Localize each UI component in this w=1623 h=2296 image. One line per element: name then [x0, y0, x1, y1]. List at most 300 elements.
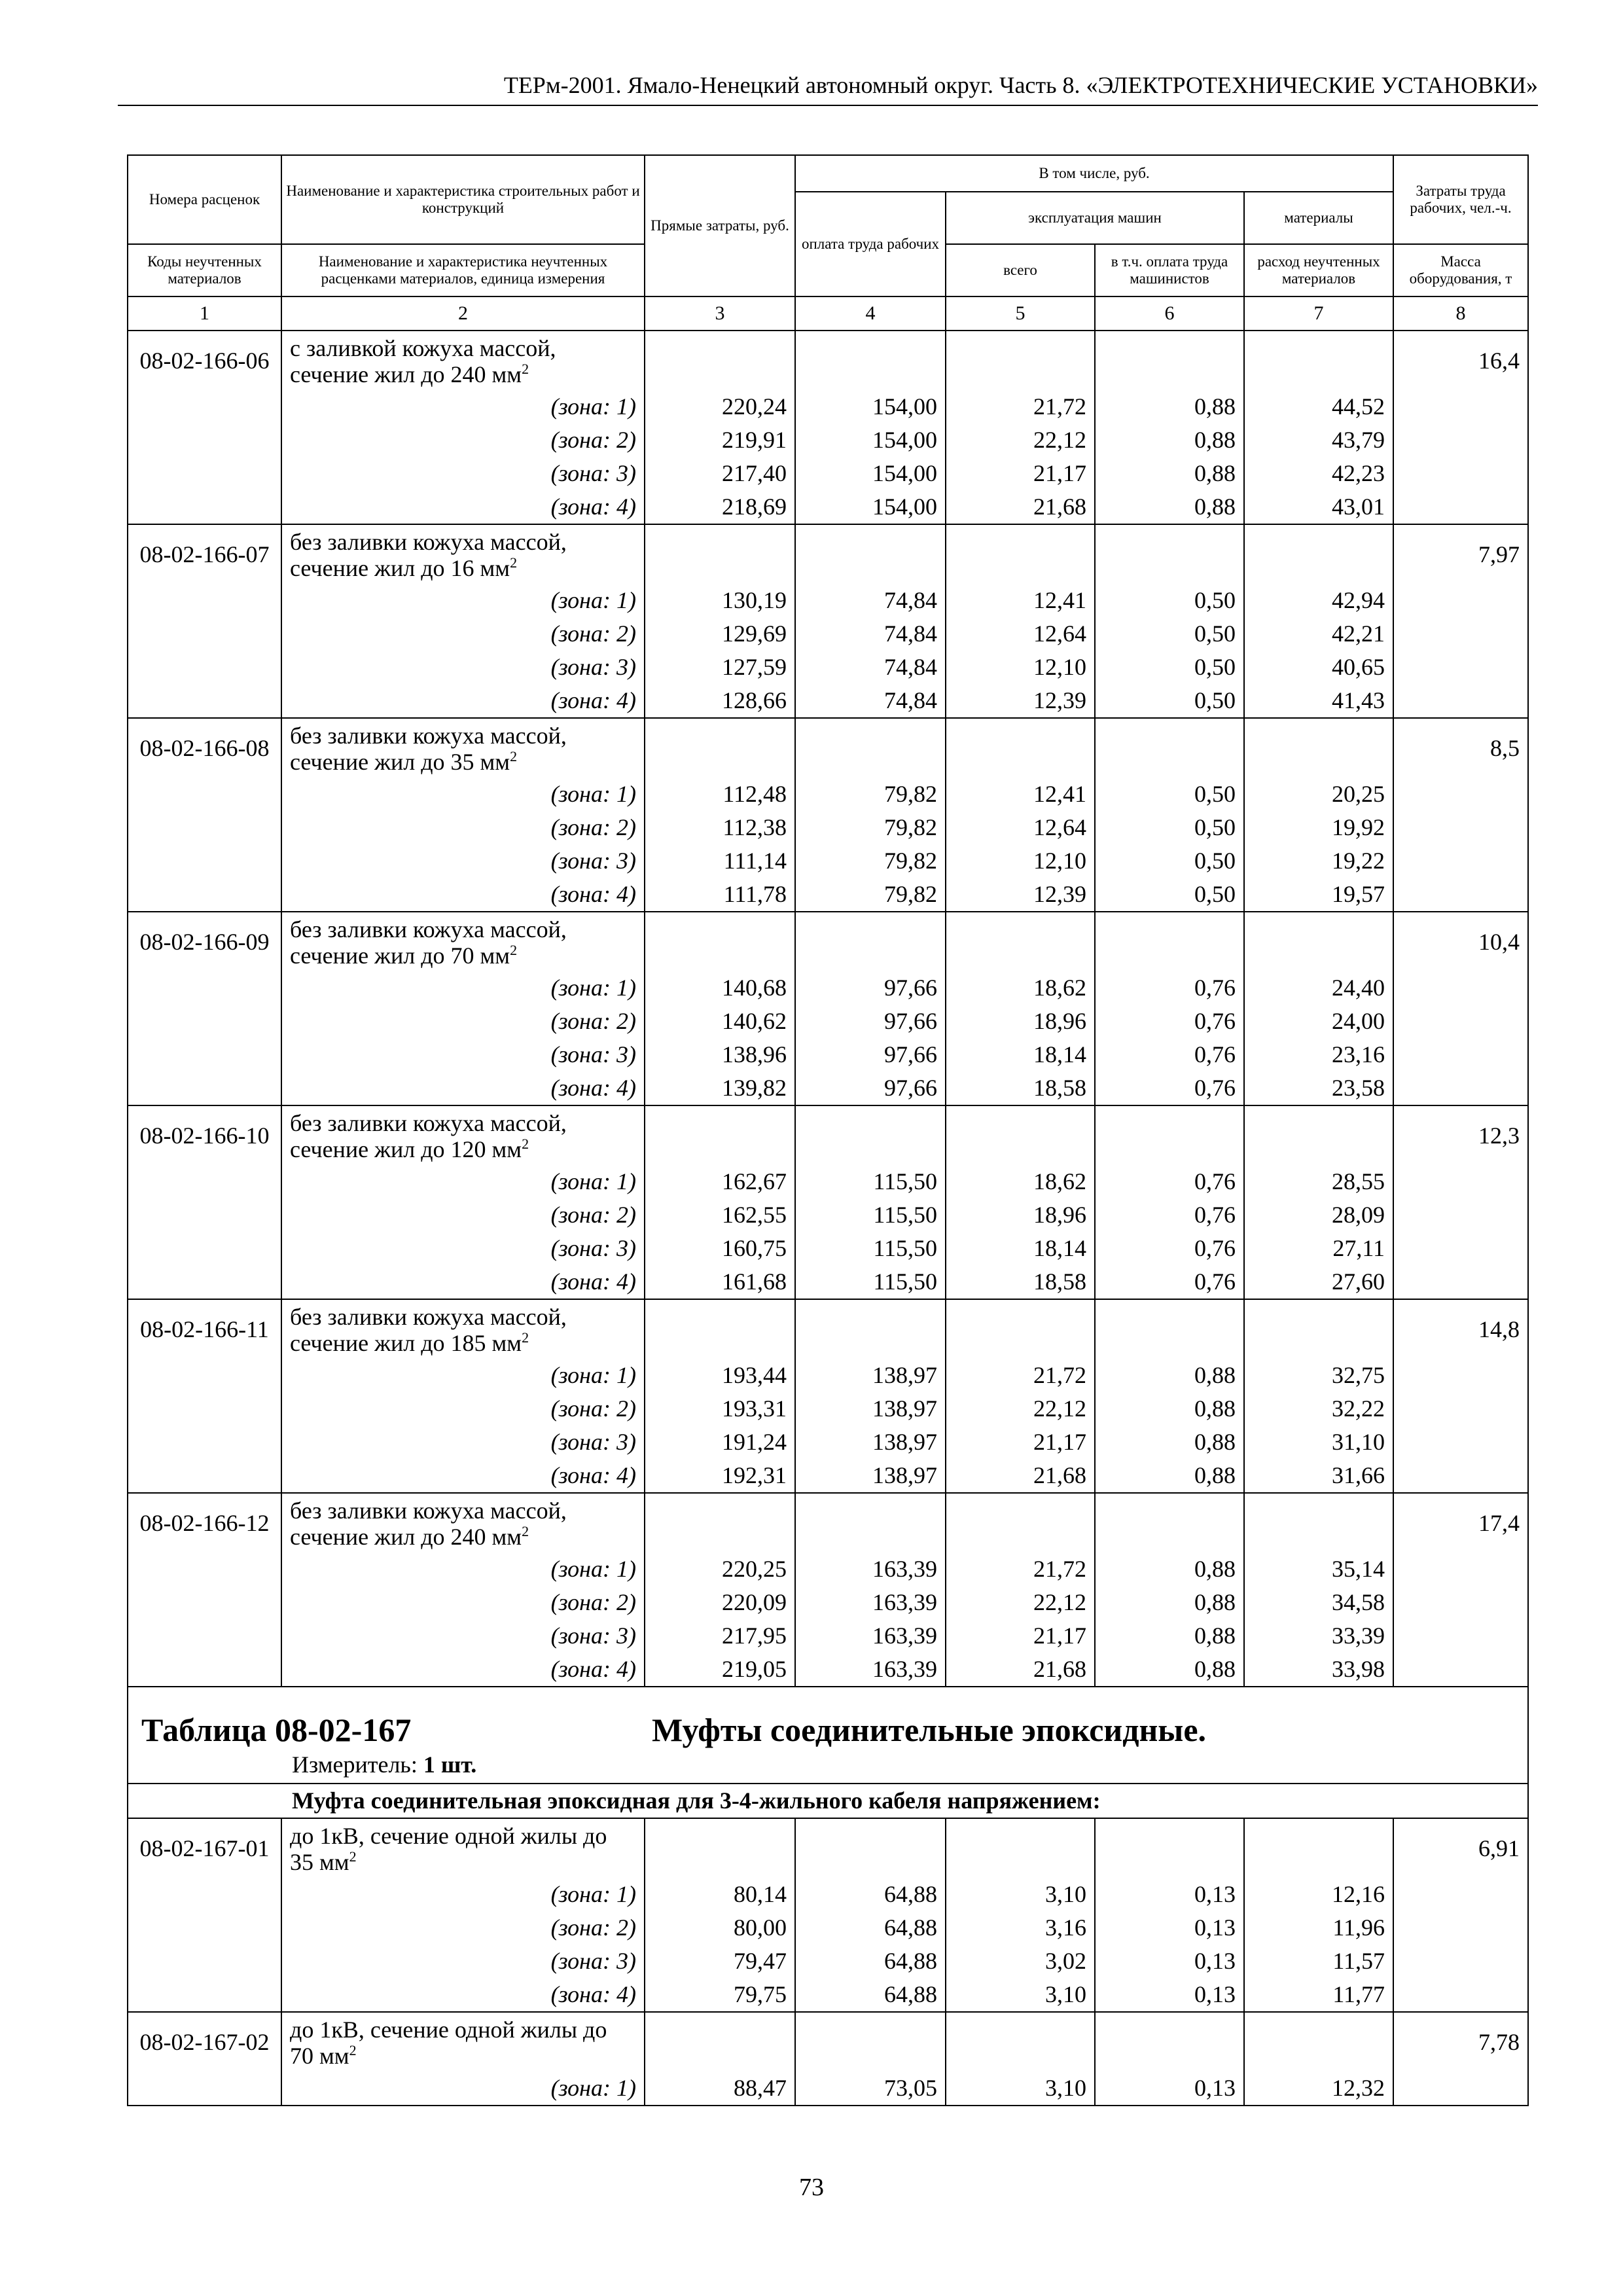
machines-operators-value: 0,13 [1095, 1945, 1244, 1978]
materials-value: 11,96 [1244, 1911, 1393, 1945]
labor-pay-value: 154,00 [795, 457, 946, 490]
direct-costs-value: 80,14 [645, 1878, 795, 1911]
materials-value: 19,92 [1244, 811, 1393, 844]
empty-cell [128, 617, 281, 651]
zone-row [128, 844, 1528, 878]
direct-costs-value: 127,59 [645, 651, 795, 684]
zone-row [128, 778, 1528, 811]
labor-pay-value: 163,39 [795, 1619, 946, 1653]
empty-cell [1393, 1038, 1528, 1071]
measure-line [141, 1750, 1514, 1779]
labor-pay-value: 97,66 [795, 971, 946, 1005]
direct-costs-value: 140,62 [645, 1005, 795, 1038]
direct-costs-value: 220,24 [645, 390, 795, 423]
machines-operators-value: 0,13 [1095, 2072, 1244, 2106]
unit-text: мм [491, 1136, 522, 1162]
empty-cell [1244, 2012, 1393, 2072]
direct-costs-value: 219,05 [645, 1653, 795, 1687]
empty-cell [1393, 1459, 1528, 1493]
table-title: Таблица 08-02-167 [141, 1712, 412, 1748]
rates-table [127, 154, 1529, 2106]
rate-description [281, 331, 645, 390]
column-numbers-row [128, 296, 1528, 331]
labor-pay-value: 115,50 [795, 1265, 946, 1299]
machines-operators-value: 0,76 [1095, 1198, 1244, 1232]
empty-cell [1244, 524, 1393, 584]
empty-cell [1095, 2012, 1244, 2072]
machines-total-value: 3,10 [946, 1978, 1095, 2012]
machines-total-value: 18,58 [946, 1265, 1095, 1299]
unit-exponent: 2 [510, 748, 518, 764]
rate-header-row [128, 1105, 1528, 1165]
machines-operators-value: 0,88 [1095, 1359, 1244, 1392]
labor-pay-value: 163,39 [795, 1653, 946, 1687]
empty-cell [946, 524, 1095, 584]
empty-cell [1095, 1818, 1244, 1878]
empty-cell [1393, 811, 1528, 844]
materials-value: 20,25 [1244, 778, 1393, 811]
direct-costs-value: 191,24 [645, 1426, 795, 1459]
machines-operators-value: 0,88 [1095, 490, 1244, 524]
zone-label: (зона: 3) [281, 651, 645, 684]
direct-costs-value: 88,47 [645, 2072, 795, 2106]
materials-value: 11,77 [1244, 1978, 1393, 2012]
empty-cell [1393, 651, 1528, 684]
zone-label: (зона: 2) [281, 1586, 645, 1619]
unit-exponent: 2 [349, 1848, 357, 1865]
unit-exponent: 2 [522, 361, 529, 377]
empty-cell [128, 1653, 281, 1687]
zone-label: (зона: 3) [281, 1426, 645, 1459]
labor-pay-value: 115,50 [795, 1165, 946, 1198]
zone-label: (зона: 2) [281, 1005, 645, 1038]
rate-code: 08-02-167-01 [128, 1818, 281, 1878]
rate-description-text: без заливки кожуха массой, сечение жил до 185 [290, 1304, 567, 1356]
rate-code: 08-02-166-10 [128, 1105, 281, 1165]
labor-pay-value: 64,88 [795, 1945, 946, 1978]
rate-description-text: без заливки кожуха массой, сечение жил до 70 [290, 916, 567, 969]
zone-row [128, 971, 1528, 1005]
zone-label: (зона: 3) [281, 1945, 645, 1978]
empty-cell [128, 1005, 281, 1038]
measure-value: 1 шт. [423, 1751, 477, 1778]
zone-label: (зона: 4) [281, 1978, 645, 2012]
rate-description-text: без заливки кожуха массой, сечение жил до 35 [290, 723, 567, 775]
materials-value: 12,32 [1244, 2072, 1393, 2106]
direct-costs-value: 162,67 [645, 1165, 795, 1198]
labor-pay-value: 163,39 [795, 1586, 946, 1619]
empty-cell [128, 1459, 281, 1493]
empty-cell [645, 1493, 795, 1552]
direct-costs-value: 220,09 [645, 1586, 795, 1619]
direct-costs-value: 112,48 [645, 778, 795, 811]
machines-total-value: 18,62 [946, 1165, 1095, 1198]
rate-description-text: с заливкой кожуха массой, сечение жил до 240 [290, 335, 556, 387]
unit-exponent: 2 [510, 942, 518, 958]
empty-cell [128, 651, 281, 684]
rate-description [281, 912, 645, 971]
zone-label: (зона: 1) [281, 1359, 645, 1392]
table-body-08-02-166 [128, 331, 1528, 1687]
zone-label: (зона: 4) [281, 1653, 645, 1687]
unit-exponent: 2 [522, 1136, 529, 1152]
column-number: 4 [795, 296, 946, 331]
rate-header-row [128, 1299, 1528, 1359]
machines-total-value: 21,17 [946, 1619, 1095, 1653]
empty-cell [128, 1552, 281, 1586]
labor-costs-value: 17,4 [1393, 1493, 1528, 1552]
empty-cell [1393, 684, 1528, 718]
zone-row [128, 1978, 1528, 2012]
zone-row [128, 1552, 1528, 1586]
empty-cell [128, 1426, 281, 1459]
labor-pay-value: 115,50 [795, 1232, 946, 1265]
col-name-header: Наименование и характеристика строительных работ и конструкций [281, 155, 645, 244]
unit-exponent: 2 [522, 1329, 529, 1346]
empty-cell [128, 584, 281, 617]
materials-value: 40,65 [1244, 651, 1393, 684]
machines-operators-value: 0,50 [1095, 811, 1244, 844]
direct-costs-value: 161,68 [645, 1265, 795, 1299]
empty-cell [1393, 971, 1528, 1005]
empty-cell [1393, 1265, 1528, 1299]
zone-label: (зона: 2) [281, 1198, 645, 1232]
table-name: Муфты соединительные эпоксидные. [652, 1712, 1207, 1748]
machines-total-value: 3,02 [946, 1945, 1095, 1978]
labor-pay-value: 138,97 [795, 1426, 946, 1459]
empty-cell [1095, 1299, 1244, 1359]
empty-cell [1393, 490, 1528, 524]
empty-cell [1393, 1392, 1528, 1426]
unit-text: мм [319, 2043, 349, 2069]
empty-cell [1393, 1653, 1528, 1687]
empty-cell [128, 1945, 281, 1978]
machines-operators-value: 0,13 [1095, 1878, 1244, 1911]
machines-total-value: 12,10 [946, 844, 1095, 878]
materials-value: 31,66 [1244, 1459, 1393, 1493]
empty-cell [1393, 2072, 1528, 2106]
empty-cell [1393, 1359, 1528, 1392]
zone-row [128, 1198, 1528, 1232]
zone-row [128, 1586, 1528, 1619]
zone-row [128, 490, 1528, 524]
zone-label: (зона: 4) [281, 490, 645, 524]
labor-pay-value: 79,82 [795, 778, 946, 811]
rate-description [281, 1818, 645, 1878]
rate-code: 08-02-166-12 [128, 1493, 281, 1552]
direct-costs-value: 138,96 [645, 1038, 795, 1071]
zone-label: (зона: 3) [281, 844, 645, 878]
empty-cell [1393, 778, 1528, 811]
empty-cell [1393, 1619, 1528, 1653]
empty-cell [128, 490, 281, 524]
zone-label: (зона: 2) [281, 617, 645, 651]
machines-operators-value: 0,50 [1095, 651, 1244, 684]
rate-description [281, 1299, 645, 1359]
empty-cell [128, 1359, 281, 1392]
machines-total-value: 21,72 [946, 1552, 1095, 1586]
empty-cell [1095, 1105, 1244, 1165]
zone-row [128, 1653, 1528, 1687]
zone-label: (зона: 1) [281, 584, 645, 617]
empty-cell [1244, 718, 1393, 778]
empty-cell [795, 912, 946, 971]
labor-pay-value: 74,84 [795, 617, 946, 651]
machines-total-value: 3,16 [946, 1911, 1095, 1945]
rate-description-text: без заливки кожуха массой, сечение жил до 120 [290, 1110, 567, 1162]
machines-operators-value: 0,76 [1095, 1165, 1244, 1198]
machines-operators-value: 0,76 [1095, 1265, 1244, 1299]
machines-total-value: 12,10 [946, 651, 1095, 684]
direct-costs-value: 160,75 [645, 1232, 795, 1265]
rate-description [281, 524, 645, 584]
materials-value: 35,14 [1244, 1552, 1393, 1586]
empty-cell [1393, 1165, 1528, 1198]
col-machines-total-header: всего [946, 244, 1095, 296]
labor-pay-value: 97,66 [795, 1038, 946, 1071]
machines-operators-value: 0,50 [1095, 778, 1244, 811]
rate-header-row [128, 718, 1528, 778]
col-codes-materials-header: Коды неучтенных материалов [128, 244, 281, 296]
empty-cell [1393, 1232, 1528, 1265]
zone-row [128, 811, 1528, 844]
rate-description-text: без заливки кожуха массой, сечение жил до 16 [290, 529, 567, 581]
zone-label: (зона: 3) [281, 457, 645, 490]
labor-costs-value: 8,5 [1393, 718, 1528, 778]
empty-cell [946, 331, 1095, 390]
empty-cell [1393, 617, 1528, 651]
empty-cell [1393, 1005, 1528, 1038]
rate-header-row [128, 2012, 1528, 2072]
labor-costs-value: 14,8 [1393, 1299, 1528, 1359]
rate-code: 08-02-166-06 [128, 331, 281, 390]
machines-operators-value: 0,76 [1095, 1071, 1244, 1105]
unit-text: мм [491, 1330, 522, 1356]
zone-label: (зона: 2) [281, 423, 645, 457]
empty-cell [128, 971, 281, 1005]
empty-cell [946, 912, 1095, 971]
materials-value: 19,22 [1244, 844, 1393, 878]
empty-cell [1393, 390, 1528, 423]
zone-label: (зона: 3) [281, 1232, 645, 1265]
empty-cell [1244, 1818, 1393, 1878]
direct-costs-value: 193,44 [645, 1359, 795, 1392]
zone-label: (зона: 4) [281, 1459, 645, 1493]
labor-pay-value: 97,66 [795, 1005, 946, 1038]
machines-operators-value: 0,88 [1095, 1619, 1244, 1653]
zone-row [128, 1911, 1528, 1945]
empty-cell [1095, 718, 1244, 778]
machines-total-value: 18,62 [946, 971, 1095, 1005]
labor-pay-value: 74,84 [795, 684, 946, 718]
materials-value: 34,58 [1244, 1586, 1393, 1619]
direct-costs-value: 217,40 [645, 457, 795, 490]
col-direct-costs-header: Прямые затраты, руб. [645, 155, 795, 296]
labor-pay-value: 154,00 [795, 490, 946, 524]
table-title-block [128, 1687, 1528, 1784]
empty-cell [128, 1165, 281, 1198]
machines-total-value: 18,96 [946, 1005, 1095, 1038]
labor-costs-value: 12,3 [1393, 1105, 1528, 1165]
empty-cell [946, 1818, 1095, 1878]
machines-operators-value: 0,88 [1095, 1392, 1244, 1426]
materials-value: 24,00 [1244, 1005, 1393, 1038]
machines-total-value: 3,10 [946, 1878, 1095, 1911]
machines-total-value: 21,17 [946, 457, 1095, 490]
materials-value: 28,55 [1244, 1165, 1393, 1198]
zone-label: (зона: 2) [281, 811, 645, 844]
running-header: ТЕРм-2001. Ямало-Ненецкий автономный округ. Часть 8. «ЭЛЕКТРОТЕХНИЧЕСКИЕ УСТАНОВКИ» [118, 71, 1538, 106]
empty-cell [645, 2012, 795, 2072]
rate-description-text: до 1кВ, сечение одной жилы до 70 [290, 2017, 607, 2069]
empty-cell [128, 844, 281, 878]
rate-description [281, 1493, 645, 1552]
col-including-header: В том числе, руб. [795, 155, 1393, 192]
zone-label: (зона: 4) [281, 1265, 645, 1299]
zone-label: (зона: 1) [281, 1165, 645, 1198]
empty-cell [128, 2072, 281, 2106]
empty-cell [128, 1232, 281, 1265]
table-08-02-167-title-section [128, 1687, 1528, 1818]
empty-cell [128, 1038, 281, 1071]
empty-cell [128, 1878, 281, 1911]
direct-costs-value: 112,38 [645, 811, 795, 844]
machines-operators-value: 0,50 [1095, 617, 1244, 651]
empty-cell [128, 778, 281, 811]
col-equipment-mass-header: Масса оборудования, т [1393, 244, 1528, 296]
labor-pay-value: 138,97 [795, 1392, 946, 1426]
direct-costs-value: 79,47 [645, 1945, 795, 1978]
machines-operators-value: 0,13 [1095, 1978, 1244, 2012]
empty-cell [128, 1586, 281, 1619]
materials-value: 33,98 [1244, 1653, 1393, 1687]
labor-pay-value: 73,05 [795, 2072, 946, 2106]
machines-operators-value: 0,13 [1095, 1911, 1244, 1945]
empty-cell [128, 1265, 281, 1299]
zone-row [128, 1392, 1528, 1426]
machines-operators-value: 0,88 [1095, 1653, 1244, 1687]
rate-description-text: до 1кВ, сечение одной жилы до 35 [290, 1823, 607, 1875]
unit-exponent: 2 [522, 1523, 529, 1539]
column-number: 3 [645, 296, 795, 331]
machines-total-value: 3,10 [946, 2072, 1095, 2106]
machines-operators-value: 0,76 [1095, 1038, 1244, 1071]
empty-cell [1244, 331, 1393, 390]
zone-row [128, 878, 1528, 912]
machines-operators-value: 0,88 [1095, 1586, 1244, 1619]
direct-costs-value: 130,19 [645, 584, 795, 617]
labor-pay-value: 154,00 [795, 390, 946, 423]
empty-cell [645, 912, 795, 971]
zone-row [128, 584, 1528, 617]
materials-value: 19,57 [1244, 878, 1393, 912]
machines-total-value: 12,41 [946, 778, 1095, 811]
labor-pay-value: 138,97 [795, 1359, 946, 1392]
empty-cell [128, 1911, 281, 1945]
empty-cell [128, 1071, 281, 1105]
machines-operators-value: 0,50 [1095, 878, 1244, 912]
labor-pay-value: 64,88 [795, 1978, 946, 2012]
empty-cell [1393, 584, 1528, 617]
empty-cell [1393, 457, 1528, 490]
direct-costs-value: 219,91 [645, 423, 795, 457]
zone-label: (зона: 1) [281, 1878, 645, 1911]
zone-label: (зона: 2) [281, 1392, 645, 1426]
machines-total-value: 18,14 [946, 1232, 1095, 1265]
machines-operators-value: 0,88 [1095, 1426, 1244, 1459]
materials-value: 42,94 [1244, 584, 1393, 617]
empty-cell [1393, 1071, 1528, 1105]
col-codes-header: Номера расценок [128, 155, 281, 244]
empty-cell [1095, 1493, 1244, 1552]
empty-cell [946, 2012, 1095, 2072]
materials-value: 11,57 [1244, 1945, 1393, 1978]
direct-costs-value: 217,95 [645, 1619, 795, 1653]
empty-cell [1393, 1978, 1528, 2012]
machines-total-value: 12,64 [946, 617, 1095, 651]
zone-row [128, 1165, 1528, 1198]
empty-cell [795, 718, 946, 778]
labor-pay-value: 79,82 [795, 811, 946, 844]
empty-cell [1393, 1878, 1528, 1911]
zone-row [128, 617, 1528, 651]
zone-label: (зона: 1) [281, 1552, 645, 1586]
zone-row [128, 1359, 1528, 1392]
labor-pay-value: 64,88 [795, 1911, 946, 1945]
empty-cell [1393, 1945, 1528, 1978]
zone-row [128, 390, 1528, 423]
zone-label: (зона: 3) [281, 1038, 645, 1071]
col-materials-header: материалы [1244, 192, 1393, 244]
empty-cell [1244, 1105, 1393, 1165]
empty-cell [1393, 1198, 1528, 1232]
materials-value: 24,40 [1244, 971, 1393, 1005]
empty-cell [1393, 1586, 1528, 1619]
materials-value: 28,09 [1244, 1198, 1393, 1232]
empty-cell [128, 390, 281, 423]
materials-value: 27,60 [1244, 1265, 1393, 1299]
empty-cell [128, 1392, 281, 1426]
machines-total-value: 21,72 [946, 1359, 1095, 1392]
empty-cell [795, 524, 946, 584]
labor-pay-value: 79,82 [795, 878, 946, 912]
zone-label: (зона: 1) [281, 971, 645, 1005]
rate-description [281, 718, 645, 778]
empty-cell [1244, 912, 1393, 971]
materials-value: 43,01 [1244, 490, 1393, 524]
col-name-materials-header: Наименование и характеристика неучтенных расценками материалов, единица измерения [281, 244, 645, 296]
labor-pay-value: 79,82 [795, 844, 946, 878]
materials-value: 23,16 [1244, 1038, 1393, 1071]
zone-label: (зона: 2) [281, 1911, 645, 1945]
machines-total-value: 18,96 [946, 1198, 1095, 1232]
rate-header-row [128, 1493, 1528, 1552]
column-number: 8 [1393, 296, 1528, 331]
empty-cell [795, 331, 946, 390]
zone-row [128, 1038, 1528, 1071]
zone-label: (зона: 4) [281, 878, 645, 912]
materials-value: 27,11 [1244, 1232, 1393, 1265]
labor-costs-value: 10,4 [1393, 912, 1528, 971]
machines-operators-value: 0,88 [1095, 1552, 1244, 1586]
empty-cell [1393, 1426, 1528, 1459]
materials-value: 12,16 [1244, 1878, 1393, 1911]
col-materials-unaccounted-header: расход неучтенных материалов [1244, 244, 1393, 296]
unit-exponent: 2 [349, 2042, 357, 2058]
zone-label: (зона: 1) [281, 2072, 645, 2106]
empty-cell [645, 331, 795, 390]
zone-row [128, 651, 1528, 684]
